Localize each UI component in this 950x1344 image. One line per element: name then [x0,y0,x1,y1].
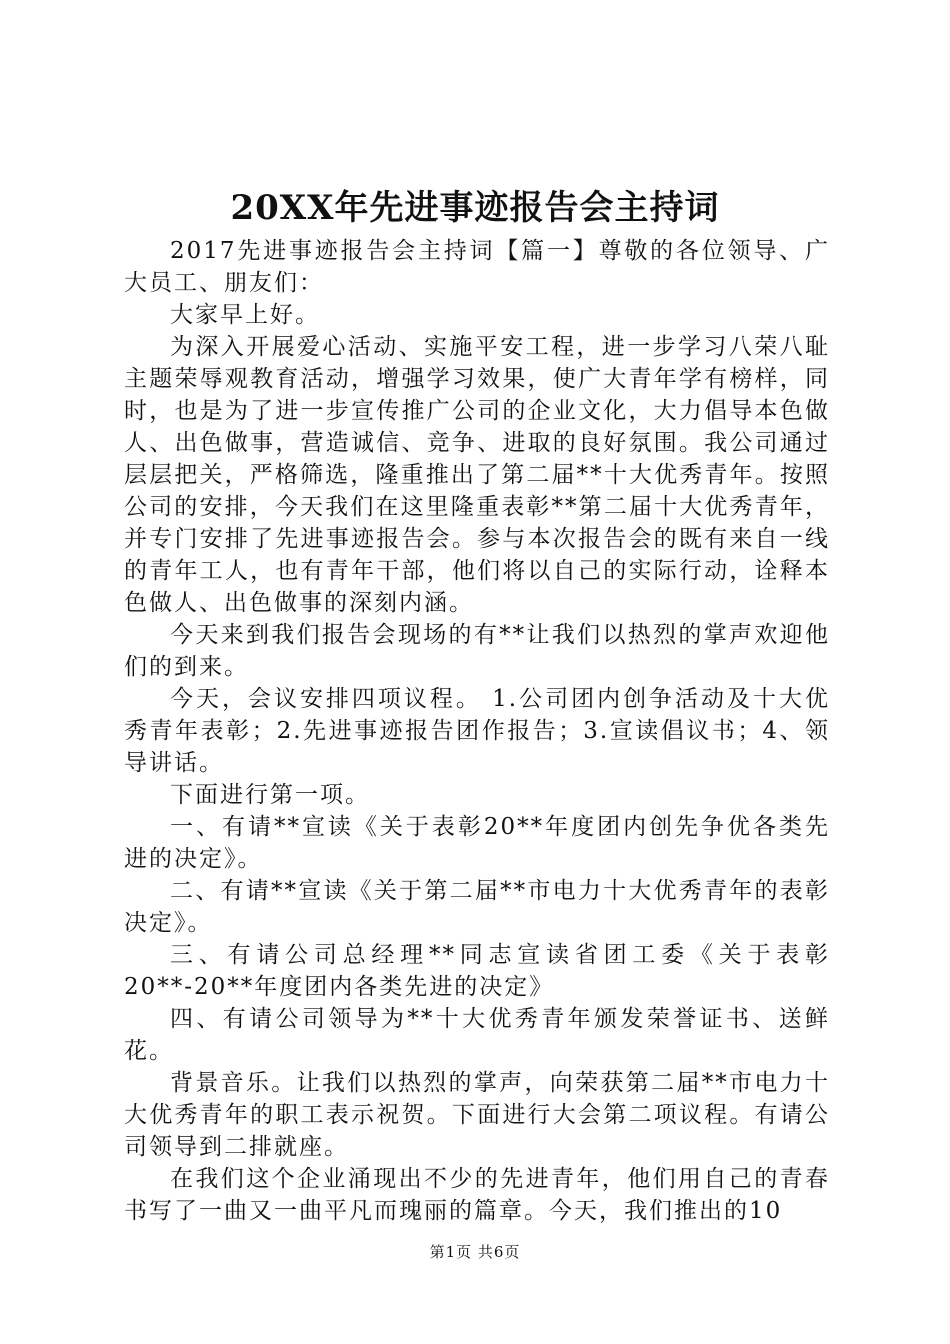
document-body [124,235,830,1227]
paragraph: 大家早上好。 [170,302,320,328]
document-title: 20XX年先进事迹报告会主持词 [230,188,720,228]
paragraph: 在我们这个企业涌现出不少的先进青年，他们用自己的青春书写了一曲又一曲平凡而瑰丽的篇章。今天，我们推出的10 [124,1166,830,1224]
paragraph: 四、有请公司领导为**十大优秀青年颁发荣誉证书、送鲜花。 [124,1006,830,1064]
paragraph: 今天来到我们报告会现场的有**让我们以热烈的掌声欢迎他们的到来。 [124,622,830,680]
paragraph: 今天，会议安排四项议程。 1.公司团内创争活动及十大优秀青年表彰；2.先进事迹报告团作报告；3.宣读倡议书；4、领导讲话。 [124,686,830,776]
paragraph: 一、有请**宣读《关于表彰20**年度团内创先争优各类先进的决定》。 [124,814,830,872]
paragraph: 下面进行第一项。 [170,782,370,808]
paragraph: 2017先进事迹报告会主持词【篇一】尊敬的各位领导、广大员工、朋友们： [124,238,830,296]
paragraph: 三、有请公司总经理**同志宣读省团工委《关于表彰20**-20**年度团内各类先进的决定》 [124,942,830,1000]
paragraph: 二、有请**宣读《关于第二届**市电力十大优秀青年的表彰决定》。 [124,878,830,936]
page-footer: 第1页 共6页 [429,1243,521,1261]
paragraph: 为深入开展爱心活动、实施平安工程，进一步学习八荣八耻主题荣辱观教育活动，增强学习效果，使广大青年学有榜样，同时，也是为了进一步宣传推广公司的企业文化，大力倡导本色做人、出色做事，营造诚信、竞争、进取的良好氛围。我公司通过层层把关，严格筛选，隆重推出了第二届**十大优秀青年。按照公司的安排，今天我们在这里隆重表彰**第二届十大优秀青年，并专门安排了先进事迹报告会。参与本次报告会的既有来自一线的青年工人，也有青年干部，他们将以自己的实际行动，诠释本色做人、出色做事的深刻内涵。 [124,334,830,616]
paragraph: 背景音乐。让我们以热烈的掌声，向荣获第二届**市电力十大优秀青年的职工表示祝贺。下面进行大会第二项议程。有请公司领导到二排就座。 [124,1070,830,1160]
